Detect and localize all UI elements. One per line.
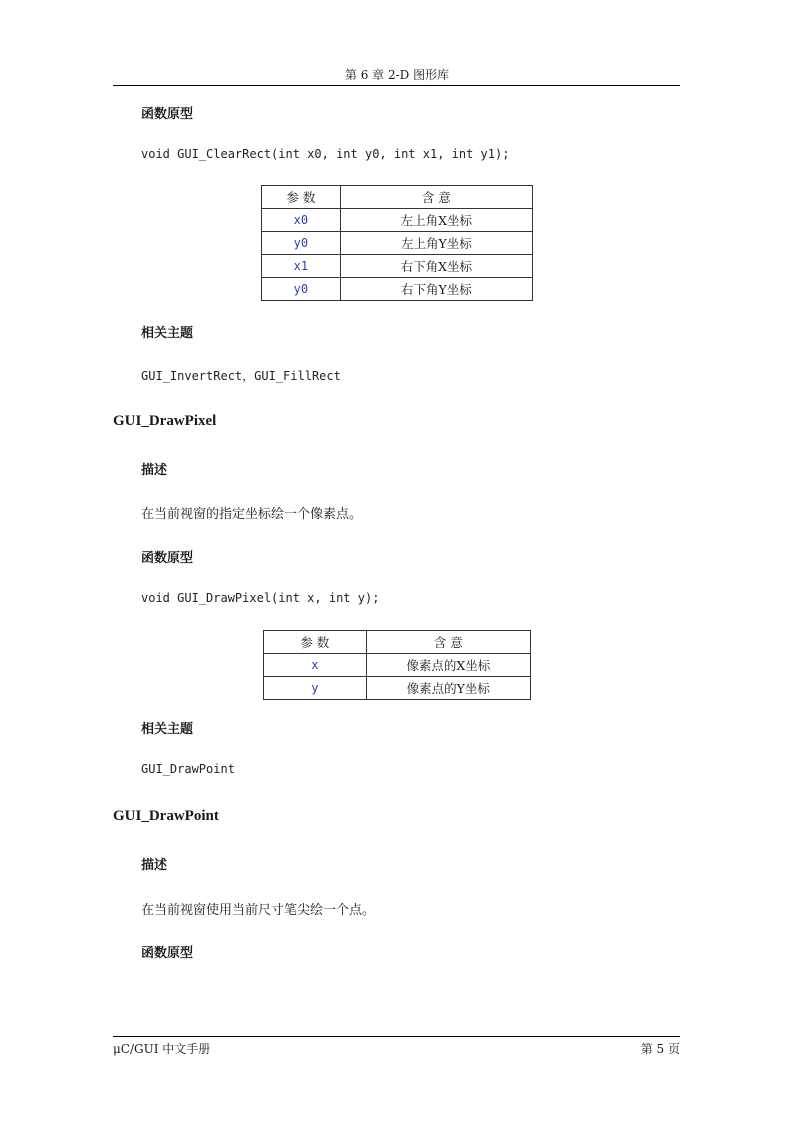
prototype-heading: 函数原型 [141, 551, 194, 566]
related-functions: GUI_DrawPoint [141, 762, 235, 776]
table-row [264, 654, 531, 677]
table-row [262, 278, 533, 301]
related-heading: 相关主题 [141, 722, 194, 737]
table-row [262, 255, 533, 278]
related-heading: 相关主题 [141, 326, 194, 341]
param-meaning: 像素点的X坐标 [366, 654, 530, 677]
related-functions: GUI_InvertRect，GUI_FillRect [141, 369, 341, 383]
parameter-table [261, 185, 533, 301]
function-title: GUI_DrawPoint [113, 808, 219, 824]
table-header-row [264, 631, 531, 654]
column-header-param: 参 数 [262, 186, 341, 209]
param-name: x0 [262, 209, 341, 232]
param-name: y0 [262, 278, 341, 301]
table-row [262, 209, 533, 232]
prototype-heading: 函数原型 [141, 946, 194, 961]
column-header-meaning: 含 意 [366, 631, 530, 654]
param-name: x1 [262, 255, 341, 278]
footer-rule [113, 1036, 680, 1037]
function-prototype: void GUI_DrawPixel(int x, int y); [141, 591, 380, 605]
description-heading: 描述 [141, 858, 168, 873]
function-title: GUI_DrawPixel [113, 413, 217, 429]
page-header-title: 第 6 章 2-D 图形库 [344, 68, 450, 82]
table-header-row [262, 186, 533, 209]
description-text: 在当前视窗的指定坐标绘一个像素点。 [141, 507, 363, 522]
param-meaning: 像素点的Y坐标 [366, 677, 530, 700]
column-header-meaning: 含 意 [340, 186, 532, 209]
param-name: y0 [262, 232, 341, 255]
table-row [264, 677, 531, 700]
footer-page-number: 第 5 页 [640, 1042, 680, 1056]
param-meaning: 右下角Y坐标 [340, 278, 532, 301]
footer-manual-title: μC/GUI 中文手册 [113, 1042, 211, 1056]
column-header-param: 参 数 [264, 631, 367, 654]
prototype-heading: 函数原型 [141, 107, 194, 122]
header-rule [113, 85, 680, 86]
param-meaning: 左上角X坐标 [340, 209, 532, 232]
param-name: x [264, 654, 367, 677]
function-prototype: void GUI_ClearRect(int x0, int y0, int x1, int y1); [141, 147, 510, 161]
param-name: y [264, 677, 367, 700]
table-row [262, 232, 533, 255]
parameter-table [263, 630, 531, 700]
param-meaning: 右下角X坐标 [340, 255, 532, 278]
description-text: 在当前视窗使用当前尺寸笔尖绘一个点。 [141, 903, 376, 918]
param-meaning: 左上角Y坐标 [340, 232, 532, 255]
description-heading: 描述 [141, 463, 168, 478]
